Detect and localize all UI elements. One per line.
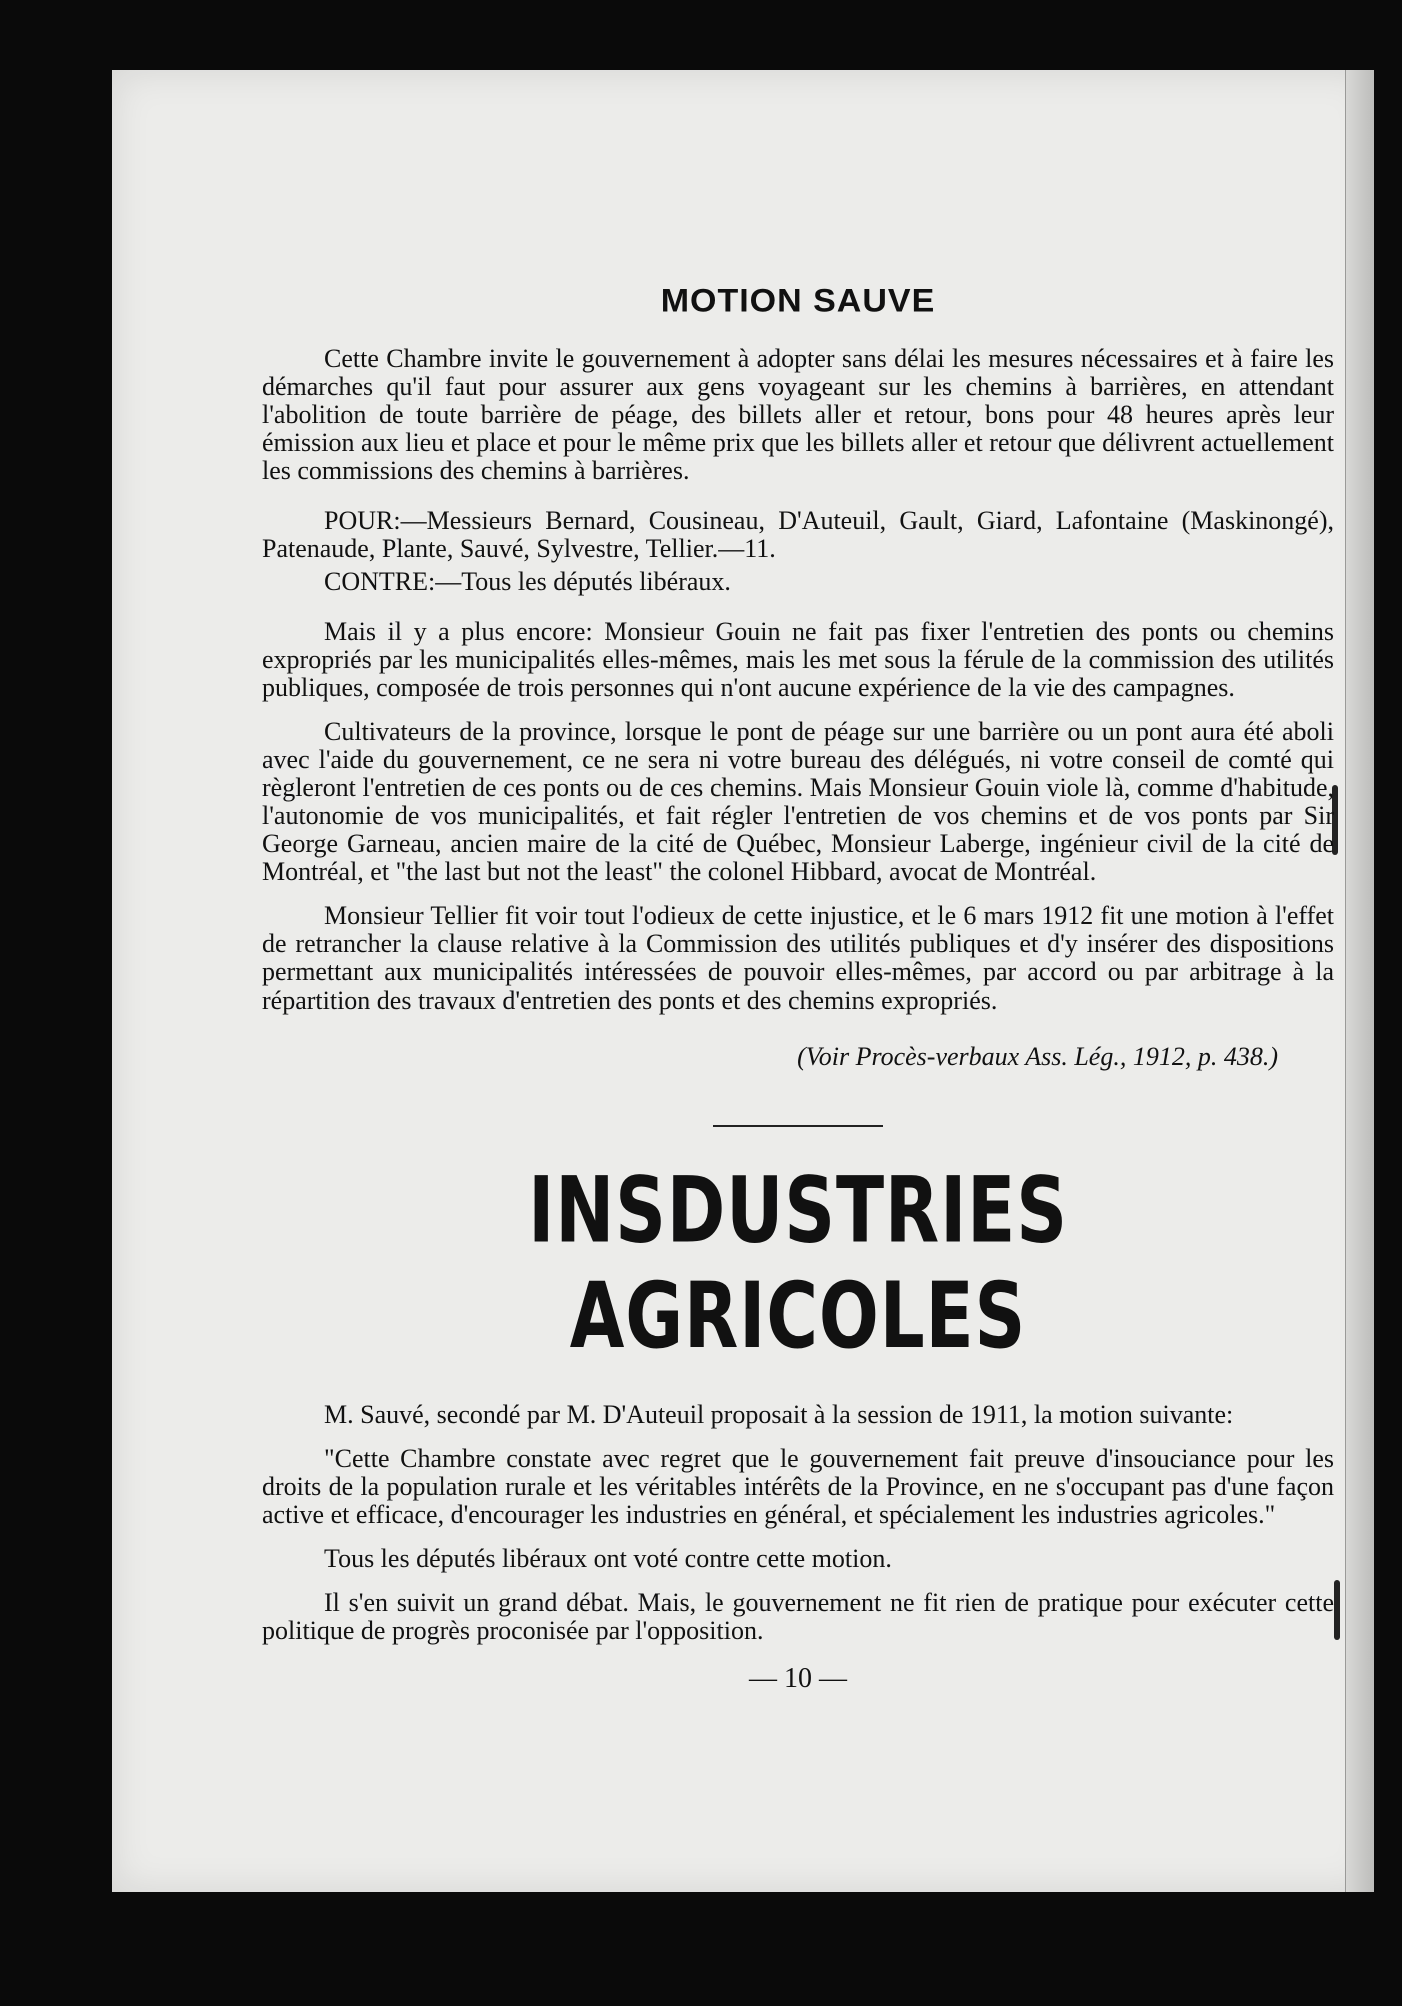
motion-text: Cette Chambre invite le gouvernement à adopter sans délai les mesures nécessaires et à faire les démarches qu'il faut pour assurer aux gens voyageant sur les chemins à barrières, en attendant l'abolition de toute barrière de péage, des billets aller et retour, bons pour 48 heures après leur émission aux lieu et place et pour le même prix que les billets aller et retour que délivrent actuellement les commissions des chemins à barrières. [262,344,1334,486]
page-number: — 10 — [749,1663,847,1695]
paragraph: Cultivateurs de la province, lorsque le pont de péage sur une barrière ou un pont aura été aboli avec l'aide du gouvernement, ce ne sera ni votre bureau des délégués, ni votre conseil de comté qui règleront l'entretien de ces ponts ou de ces chemins. Mais Monsieur Gouin viole là, comme d'habitude, l'autonomie de vos municipalités, et fait régler l'entretien de vos chemins et de vos ponts par Sir George Garneau, ancien maire de la cité de Québec, Monsieur Laberge, ingénieur civil de la cité de Montréal, et "the last but not the least" the colonel Hibbard, avocat de Montréal. [262,716,1334,887]
section-divider [713,1125,883,1127]
facing-page-edge [1345,70,1374,1892]
paragraph: Mais il y a plus encore: Monsieur Gouin ne fait pas fixer l'entretien des ponts ou chemins expropriés par les municipalités elles-mêmes, mais les met sous la férule de la commission des utilités publiques, composée de trois personnes qui n'ont aucune expérience de la vie des campagnes. [262,616,1334,702]
scanned-page [112,70,1374,1892]
vote-pour: POUR:—Messieurs Bernard, Cousineau, D'Auteuil, Gault, Giard, Lafontaine (Maskinongé), Patenaude, Plante, Sauvé, Sylvestre, Tellier.—11. [262,506,1334,564]
paragraph: Tous les députés libéraux ont voté contre cette motion. [324,1544,892,1574]
section-title-industries-agricoles: INSDUSTRIES AGRICOLES [528,1156,1068,1369]
quoted-motion: "Cette Chambre constate avec regret que le gouvernement fait preuve d'insouciance pour les droits de la population rurale et les véritables intérêts de la Province, en ne s'occupant pas d'une façon active et efficace, d'encourager les industries en général, et spécialement les industries agricoles." [262,1443,1334,1529]
page-content [262,210,1334,1695]
paragraph: Il s'en suivit un grand débat. Mais, le gouvernement ne fit rien de pratique pour exécuter cette politique de progrès proconisée par l'opposition. [262,1588,1334,1646]
citation: (Voir Procès-verbaux Ass. Lég., 1912, p. 438.) [797,1041,1278,1071]
vote-contre: CONTRE:—Tous les députés libéraux. [324,566,731,596]
paragraph: M. Sauvé, secondé par M. D'Auteuil proposait à la session de 1911, la motion suivante: [324,1399,1234,1429]
section-title-motion-sauve: MOTION SAUVE [660,282,936,320]
scan-artifact-mark [1334,1580,1340,1640]
paragraph: Monsieur Tellier fit voir tout l'odieux de cette injustice, et le 6 mars 1912 fit une motion à l'effet de retrancher la clause relative à la Commission des utilités publiques et d'y insérer des dispositions permettant aux municipalités intéressées de pouvoir elles-mêmes, par accord ou par arbitrage à la répartition des travaux d'entretien des ponts et des chemins expropriés. [262,901,1334,1015]
